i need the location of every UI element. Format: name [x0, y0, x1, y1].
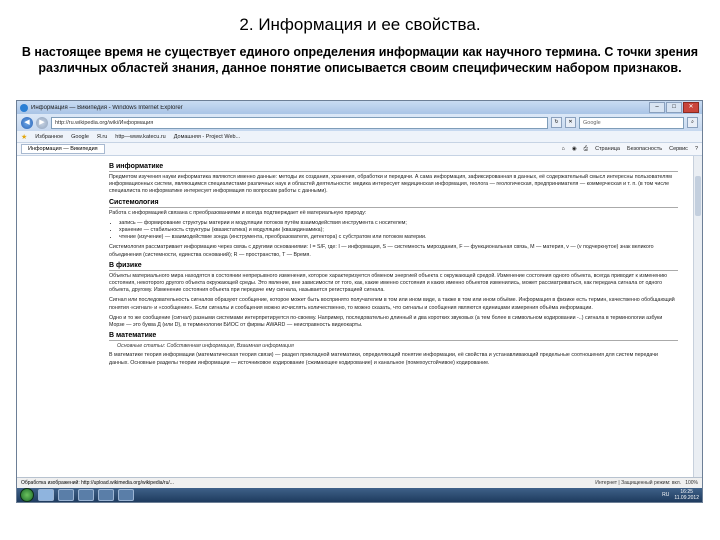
list-item: • хранение — стабильность структуры (квазистатика) и модуляции (квазидинамика); — [119, 227, 678, 234]
app-taskbar-icon[interactable] — [118, 489, 134, 501]
stop-icon[interactable]: ✕ — [565, 117, 576, 128]
paragraph: В математике теория информации (математическая теория связи) — раздел прикладной математики, определяющий понятие информации, её свойства и устанавливающий предельные соотношения для систем передачи данных. Основные разделы теории информации — источниковое кодирование (сжимающее кодирование) и канальное (помехоустойчивое) кодирование. — [109, 352, 658, 366]
list-item: • запись — формирование структуры материи и модуляции потоков путём взаимодействия инструмента с носителем; — [119, 220, 678, 227]
command-bar — [17, 143, 702, 156]
rss-icon[interactable]: ◉ — [571, 145, 577, 152]
star-icon: ★ — [21, 133, 28, 141]
address-input[interactable]: http://ru.wikipedia.org/wiki/Информация — [51, 117, 548, 129]
clock[interactable] — [674, 489, 699, 501]
tools-menu[interactable]: Сервис — [669, 145, 688, 152]
section-heading: В физике — [109, 262, 678, 271]
help-icon[interactable]: ? — [694, 145, 698, 152]
favorites-button[interactable]: Избранное — [35, 133, 64, 140]
slide-description: В настоящее время не существует единого определения информации как научного термина. С точки зрения различных областей знания, данное понятие описывается своим специфическим набором признаков. — [21, 45, 699, 75]
section-heading: В информатике — [109, 163, 678, 172]
language-indicator[interactable]: RU — [662, 492, 670, 498]
favorite-link[interactable]: http—www.katecu.ru — [115, 133, 166, 140]
page-menu[interactable]: Страница — [595, 145, 620, 152]
bullet-list — [119, 220, 678, 242]
paragraph: Системология рассматривает информацию через связь с другими основаниями: I = S/F, где: I — информация, S — системность мироздания, F — функциональная связь, M — материя, v — (v подчеркнутое) знак великого объединения (системности, единства оснований); R — пространство, T — Время. — [109, 244, 654, 258]
minimize-button[interactable]: – — [649, 102, 665, 113]
window-title: Информация — Википедия - Windows Internet Explorer — [31, 104, 183, 111]
forward-button[interactable]: ▶ — [36, 117, 48, 129]
back-button[interactable]: ◀ — [21, 117, 33, 129]
refresh-icon[interactable]: ↻ — [551, 117, 562, 128]
favorite-link[interactable]: Я.ru — [96, 133, 108, 140]
paragraph: Работа с информацией связана с преобразованиями и всегда подтверждает её материальную природу: — [109, 209, 367, 216]
search-input[interactable]: Google — [579, 117, 684, 129]
paragraph: Сигнал или последовательность сигналов образуют сообщение, которое может быть воспринято получателем в том или ином виде, а также в том или ином объёме. Информация в физике есть термин, качественно обобщающий понятия «сигнал» и «сообщение». Если сигналы и сообщения можно исчислять количественно, то можно сказать, что сигналы и сообщения являются единицами измерения объёма информации. — [109, 297, 675, 311]
paragraph: Предметом изучения науки информатика являются именно данные: методы их создания, хранения, обработки и передачи. А сама информация, зафиксированная в данных, её содержательный смысл интересны пользователям информационных систем, являющимся специалистами различных наук и областей деятельности: медика интересует медицинская информация, геолога — геологическая, предпринимателя — коммерческая и т. п. (в том числе специалиста по информатике интересует информация по вопросам работы с данными). — [109, 174, 672, 195]
ie-taskbar-icon[interactable] — [38, 489, 54, 501]
status-bar — [17, 477, 702, 488]
home-icon[interactable]: ⌂ — [561, 145, 565, 152]
system-tray — [662, 489, 699, 501]
ie-icon — [20, 104, 28, 112]
favorite-link[interactable]: Google — [71, 133, 89, 140]
address-toolbar — [17, 114, 702, 131]
section-heading: В математике — [109, 332, 678, 341]
tab-current[interactable]: Информация — Википедия — [21, 144, 105, 154]
paragraph: Одно и то же сообщение (сигнал) разными системами интерпретируется по-своему. Например, последовательно длинный и два коротких звуковых (а тем более в символьном кодировании -..) сигнала в терминологии азбуки Морзе — это буква Д (или D), в терминологии БИОС от фирмы AWARD — неисправность видеокарты. — [109, 314, 663, 329]
status-text: Обработка изображений: http://upload.wikimedia.org/wikipedia/ru/... — [21, 480, 174, 486]
favorites-bar — [17, 131, 702, 143]
section-heading: Системология — [109, 199, 678, 208]
explorer-taskbar-icon[interactable] — [58, 489, 74, 501]
list-item: • чтение (изучение) — взаимодействие зонда (инструмента, преобразователя, детектора) с субстратом или потоком материи. — [119, 234, 678, 241]
maximize-button[interactable]: □ — [666, 102, 682, 113]
clock-time: 16:25 — [680, 489, 693, 495]
zone-text: Интернет | Защищенный режим: вкл. — [595, 480, 682, 486]
favorite-link[interactable]: Домашняя - Project Web... — [173, 133, 241, 140]
search-icon[interactable]: ⌕ — [687, 117, 698, 128]
window-titlebar — [17, 101, 702, 114]
scrollbar-thumb[interactable] — [695, 176, 701, 216]
taskbar — [17, 488, 702, 502]
safety-menu[interactable]: Безопасность — [627, 145, 663, 152]
start-button[interactable] — [20, 488, 34, 502]
vertical-scrollbar[interactable] — [693, 156, 702, 477]
article-content — [17, 156, 694, 477]
print-icon[interactable]: ⎙ — [583, 145, 589, 152]
app-taskbar-icon[interactable] — [98, 489, 114, 501]
zoom-level[interactable]: 100% — [685, 480, 698, 486]
main-articles-note: Основные статьи: Собственная информация, Взаимная информация — [117, 343, 294, 350]
browser-screenshot — [16, 100, 703, 503]
slide-title: 2. Информация и ее свойства. — [239, 15, 481, 34]
paragraph: Объекты материального мира находятся в состоянии непрерывного изменения, которое характеризуется обменом энергией объекта с окружающей средой. Изменение состояния одного объекта, всегда приводит к изменению состояния, некоторого другого объекта окружающей среды. Это явление, вне зависимости от того, как, какие именно состояния и каких именно объектов изменились, может рассматриваться, как передача сигнала от одного объекта, другому. Изменение состояния объекта при передаче ему сигнала, называется регистрацией сигнала. — [109, 272, 668, 294]
close-button[interactable]: ✕ — [683, 102, 699, 113]
clock-date: 11.09.2012 — [674, 495, 699, 501]
media-player-taskbar-icon[interactable] — [78, 489, 94, 501]
